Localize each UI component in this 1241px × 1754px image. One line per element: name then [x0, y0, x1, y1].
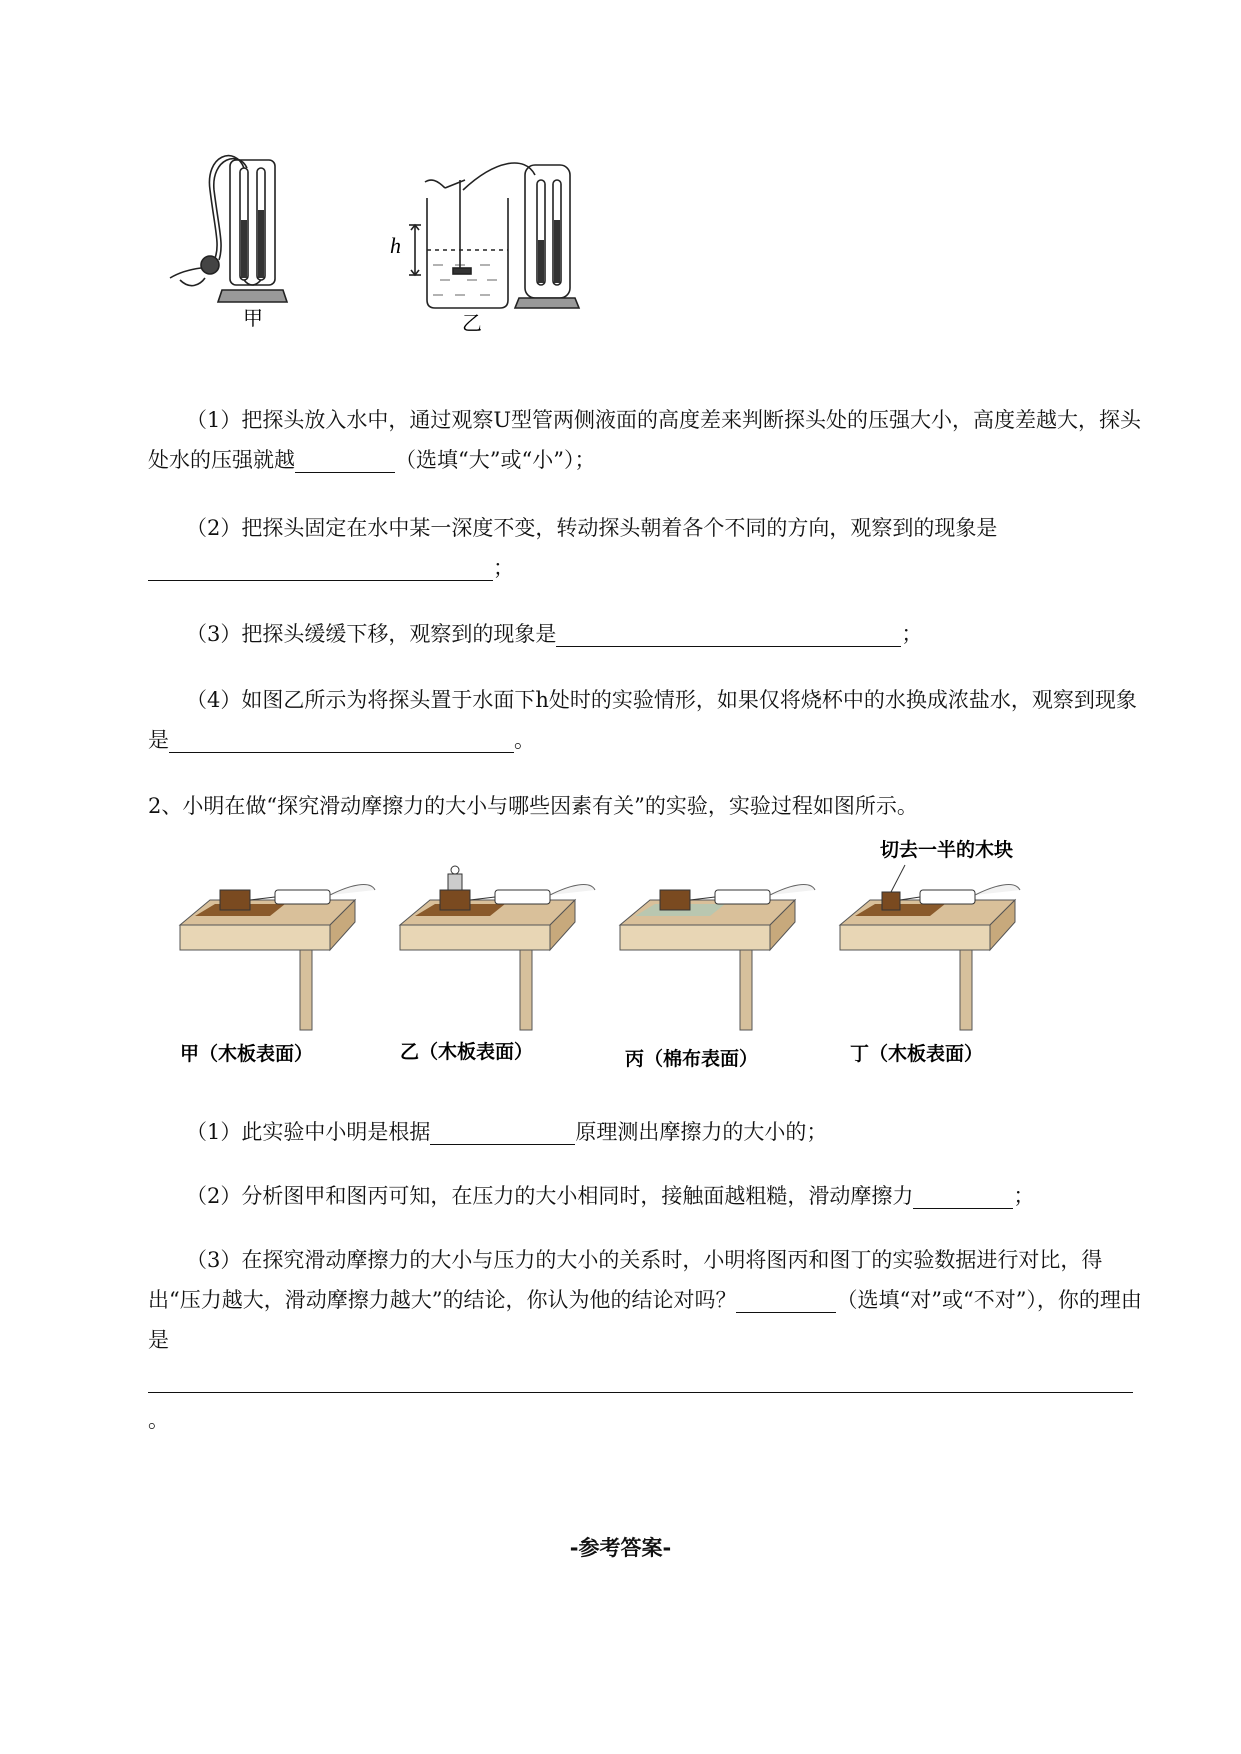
- q1-sub1-blank[interactable]: [295, 446, 395, 473]
- answer-section-title: -参考答案-: [569, 1536, 672, 1560]
- caption-yi: 乙（木板表面）: [400, 1041, 534, 1063]
- figure-friction-experiment: [170, 839, 1050, 1070]
- q1-sub2-blank[interactable]: [148, 554, 493, 581]
- q2-sub1: （1）此实验中小明是根据 原理测出摩擦力的大小的；: [186, 1120, 828, 1144]
- caption-jia: 甲（木板表面）: [180, 1043, 314, 1065]
- label-jia: 甲: [243, 306, 263, 330]
- experiment-setups: [180, 865, 1020, 1030]
- caption-bing: 丙（棉布表面）: [625, 1048, 759, 1070]
- q1-sub4: （4）如图乙所示为将探头置于水面下h处时的实验情形，如果仅将烧杯中的水换成浓盐水，观察到现象是 。: [148, 688, 1137, 752]
- q1-sub1: （1）把探头放入水中，通过观察U型管两侧液面的高度差来判断探头处的压强大小，高度差越大，探头处水的压强就越 （选填“大”或“小”）；: [148, 408, 1142, 472]
- label-h: h: [390, 233, 401, 258]
- q1-sub4-blank[interactable]: [169, 726, 514, 753]
- caption-ding: 丁（木板表面）: [850, 1043, 984, 1065]
- q2-sub3-blank-1[interactable]: [736, 1286, 836, 1313]
- setup-jia: [180, 885, 375, 1030]
- q1-sub3-blank[interactable]: [556, 620, 901, 647]
- label-yi: 乙: [462, 311, 482, 335]
- apparatus-yi: [409, 163, 579, 308]
- q1-sub2: （2）把探头固定在水中某一深度不变，转动探头朝着各个不同的方向，观察到的现象是；: [148, 508, 1153, 588]
- figure-u-tube-pressure: [175, 150, 655, 365]
- q2-stem: 2、小明在做“探究滑动摩擦力的大小与哪些因素有关”的实验，实验过程如图所示。: [148, 794, 918, 818]
- setup-bing: [620, 885, 815, 1030]
- q2-sub2: （2）分析图甲和图丙可知，在压力的大小相同时，接触面越粗糙，滑动摩擦力 ；: [186, 1184, 1035, 1208]
- setup-yi: [400, 866, 595, 1030]
- q2-sub3: （3）在探究滑动摩擦力的大小与压力的大小的关系时，小明将图丙和图丁的实验数据进行对比，得出“压力越大，滑动摩擦力越大”的结论，你认为他的结论对吗？ （选填“对”或“不对”），你的理由是。: [148, 1248, 1142, 1432]
- setup-ding: [840, 865, 1020, 1030]
- q2-sub1-blank[interactable]: [430, 1118, 575, 1145]
- q2-sub2-blank[interactable]: [913, 1182, 1013, 1209]
- apparatus-jia: [170, 156, 287, 302]
- q2-sub3-blank-2[interactable]: [148, 1366, 1133, 1393]
- q1-sub3: （3）把探头缓缓下移，观察到的现象是 ；: [186, 622, 923, 646]
- cut-block-label: 切去一半的木块: [880, 839, 1014, 861]
